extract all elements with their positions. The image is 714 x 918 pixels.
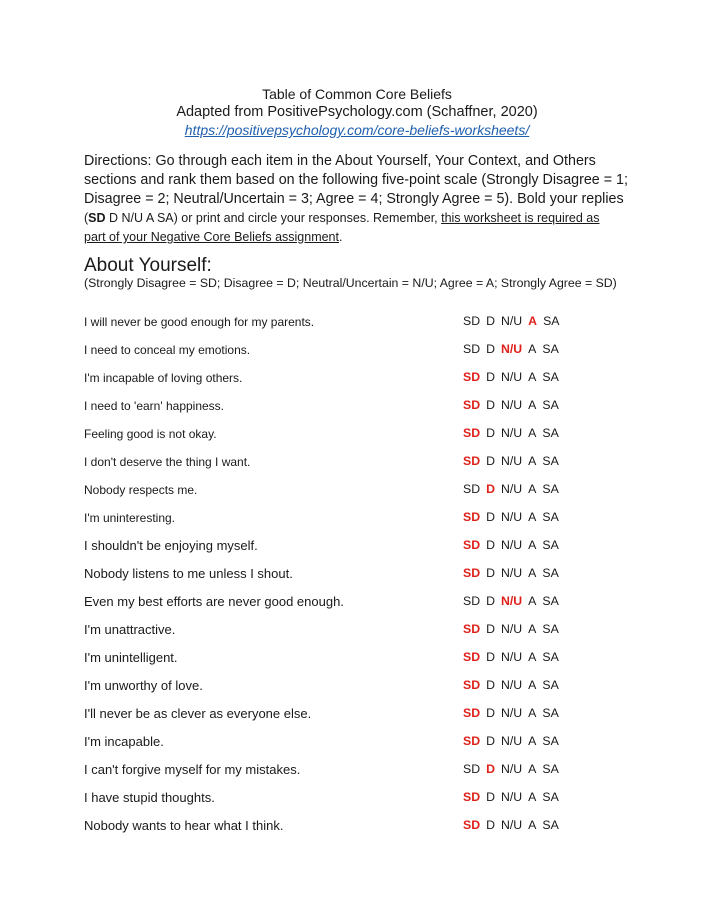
rating-option-sd[interactable]: SD xyxy=(463,566,481,580)
rating-option-nu[interactable]: N/U xyxy=(500,650,523,664)
rating-option-sa[interactable]: SA xyxy=(543,314,560,328)
example-bold-answer: SD xyxy=(88,211,106,225)
directions-paragraph xyxy=(84,152,644,247)
rating-option-sa[interactable]: SA xyxy=(542,706,559,720)
belief-row xyxy=(84,441,644,469)
rating-option-sd[interactable]: SD xyxy=(463,426,481,440)
rating-option-d[interactable]: D xyxy=(486,678,495,692)
rating-option-sa[interactable]: SA xyxy=(542,594,559,608)
directions-text: . xyxy=(339,230,343,244)
belief-row xyxy=(84,385,644,413)
belief-list xyxy=(84,301,644,833)
belief-statement: I'm incapable of loving others. xyxy=(84,371,243,385)
rating-option-sa[interactable]: SA xyxy=(542,454,559,468)
rating-option-nu[interactable]: N/U xyxy=(500,342,523,356)
requirement-note: this worksheet is required as xyxy=(441,211,600,225)
rating-option-sd[interactable]: SD xyxy=(463,398,481,412)
rating-options xyxy=(463,538,565,552)
rating-option-sd[interactable]: SD xyxy=(463,510,481,524)
rating-option-sa[interactable]: SA xyxy=(542,510,559,524)
rating-option-sd[interactable]: SD xyxy=(463,762,481,776)
belief-statement: I'm unintelligent. xyxy=(84,650,178,665)
belief-row xyxy=(84,357,644,385)
rating-option-d[interactable]: D xyxy=(486,706,495,720)
belief-statement: I have stupid thoughts. xyxy=(84,790,215,805)
rating-option-nu[interactable]: N/U xyxy=(500,314,523,328)
rating-option-sa[interactable]: SA xyxy=(542,678,559,692)
rating-options xyxy=(463,594,565,608)
paren-open: ( xyxy=(84,211,89,225)
rating-option-d[interactable]: D xyxy=(486,510,495,524)
source-attribution: Adapted from PositivePsychology.com (Schaffner, 2020) xyxy=(176,104,538,120)
rating-option-a[interactable]: A xyxy=(528,706,537,720)
rating-option-sa[interactable]: SA xyxy=(542,622,559,636)
belief-statement: I will never be good enough for my parents. xyxy=(84,315,315,329)
belief-row xyxy=(84,581,644,609)
directions-text: ) or print and circle your responses. Remember, xyxy=(173,211,442,225)
rating-option-nu[interactable]: N/U xyxy=(500,818,523,832)
rating-option-sa[interactable]: SA xyxy=(542,762,559,776)
rating-option-nu[interactable]: N/U xyxy=(500,370,523,384)
rating-option-sd[interactable]: SD xyxy=(463,706,481,720)
rating-option-sd[interactable]: SD xyxy=(463,594,481,608)
belief-statement: I'll never be as clever as everyone else. xyxy=(84,706,312,721)
rating-option-d[interactable]: D xyxy=(486,650,495,664)
rating-option-nu[interactable]: N/U xyxy=(500,538,523,552)
rating-option-sa[interactable]: SA xyxy=(542,482,559,496)
rating-options xyxy=(463,342,565,356)
rating-options xyxy=(463,734,565,748)
rating-option-sa[interactable]: SA xyxy=(542,342,559,356)
rating-option-sd[interactable]: SD xyxy=(463,622,481,636)
rating-option-d[interactable]: D xyxy=(486,454,495,468)
belief-row xyxy=(84,777,644,805)
rating-option-a[interactable]: A xyxy=(528,510,537,524)
document-title: Table of Common Core Beliefs xyxy=(262,86,452,102)
rating-options xyxy=(463,454,565,468)
rating-option-sd[interactable]: SD xyxy=(463,650,481,664)
belief-statement: Nobody respects me. xyxy=(84,483,198,497)
belief-statement: Feeling good is not okay. xyxy=(84,427,217,441)
rating-option-nu[interactable]: N/U xyxy=(500,762,523,776)
belief-row xyxy=(84,805,644,833)
rating-option-sd[interactable]: SD xyxy=(463,734,481,748)
rating-option-sa[interactable]: SA xyxy=(542,650,559,664)
rating-option-a[interactable]: A xyxy=(528,370,537,384)
belief-row xyxy=(84,609,644,637)
directions-line xyxy=(84,209,644,228)
rating-option-sa[interactable]: SA xyxy=(542,398,559,412)
rating-option-a[interactable]: A xyxy=(528,734,537,748)
belief-row xyxy=(84,637,644,665)
belief-statement: I need to 'earn' happiness. xyxy=(84,399,225,413)
belief-statement: Nobody listens to me unless I shout. xyxy=(84,566,293,581)
rating-option-sa[interactable]: SA xyxy=(542,566,559,580)
rating-option-sd[interactable]: SD xyxy=(463,454,481,468)
rating-option-sd[interactable]: SD xyxy=(463,370,481,384)
belief-row xyxy=(84,525,644,553)
rating-option-sa[interactable]: SA xyxy=(542,426,559,440)
belief-row xyxy=(84,749,644,777)
belief-row xyxy=(84,329,644,357)
rating-option-d[interactable]: D xyxy=(486,314,495,328)
rating-option-sd[interactable]: SD xyxy=(463,678,481,692)
belief-statement: Even my best efforts are never good enough. xyxy=(84,594,344,609)
rating-option-d[interactable]: D xyxy=(486,762,495,776)
rating-option-nu[interactable]: N/U xyxy=(500,734,523,748)
rating-option-a[interactable]: A xyxy=(528,790,537,804)
belief-row xyxy=(84,469,644,497)
rating-options xyxy=(463,678,565,692)
rating-option-a[interactable]: A xyxy=(528,650,537,664)
rating-option-nu[interactable]: N/U xyxy=(500,622,523,636)
rating-option-sd[interactable]: SD xyxy=(463,482,481,496)
rating-option-a[interactable]: A xyxy=(528,454,537,468)
belief-row xyxy=(84,413,644,441)
belief-statement: I can't forgive myself for my mistakes. xyxy=(84,762,301,777)
rating-option-a[interactable]: A xyxy=(528,314,538,328)
scale-legend: (Strongly Disagree = SD; Disagree = D; Neutral/Uncertain = N/U; Agree = A; Strongly Agree = SD) xyxy=(84,276,617,290)
rating-option-sd[interactable]: SD xyxy=(463,790,481,804)
rating-option-nu[interactable]: N/U xyxy=(500,594,523,608)
rating-option-nu[interactable]: N/U xyxy=(500,398,523,412)
belief-statement: I'm uninteresting. xyxy=(84,511,176,525)
directions-line: Directions: Go through each item in the About Yourself, Your Context, and Others xyxy=(84,153,596,169)
rating-option-d[interactable]: D xyxy=(486,734,495,748)
rating-option-nu[interactable]: N/U xyxy=(500,566,523,580)
rating-option-d[interactable]: D xyxy=(486,342,495,356)
belief-statement: I'm unworthy of love. xyxy=(84,678,203,693)
rating-options xyxy=(463,566,565,580)
rating-option-nu[interactable]: N/U xyxy=(500,426,523,440)
belief-statement: I need to conceal my emotions. xyxy=(84,343,251,357)
directions-line xyxy=(84,228,644,247)
rating-options xyxy=(463,790,565,804)
belief-row xyxy=(84,497,644,525)
rating-option-sa[interactable]: SA xyxy=(542,790,559,804)
directions-line: Disagree = 2; Neutral/Uncertain = 3; Agree = 4; Strongly Agree = 5). Bold your replies xyxy=(84,191,624,207)
directions-line: sections and rank them based on the following five-point scale (Strongly Disagree = 1; xyxy=(84,172,628,188)
rating-options xyxy=(463,762,565,776)
rating-option-d[interactable]: D xyxy=(486,426,495,440)
rating-option-a[interactable]: A xyxy=(528,818,537,832)
rating-options xyxy=(463,426,565,440)
rating-option-sa[interactable]: SA xyxy=(542,734,559,748)
rating-option-a[interactable]: A xyxy=(528,538,537,552)
rating-option-nu[interactable]: N/U xyxy=(500,706,523,720)
document-header xyxy=(0,85,714,139)
rating-options xyxy=(463,314,565,328)
belief-statement: I'm incapable. xyxy=(84,734,164,749)
rating-option-d[interactable]: D xyxy=(486,594,495,608)
rating-option-sa[interactable]: SA xyxy=(542,370,559,384)
belief-statement: Nobody wants to hear what I think. xyxy=(84,818,284,833)
rating-option-d[interactable]: D xyxy=(486,482,495,496)
section-title: About Yourself: xyxy=(84,255,212,276)
rating-option-d[interactable]: D xyxy=(486,538,495,552)
rating-option-a[interactable]: A xyxy=(528,482,537,496)
rating-option-a[interactable]: A xyxy=(528,342,537,356)
rating-option-a[interactable]: A xyxy=(528,426,537,440)
rating-option-sa[interactable]: SA xyxy=(542,538,559,552)
rating-option-nu[interactable]: N/U xyxy=(500,790,523,804)
rating-option-d[interactable]: D xyxy=(486,622,495,636)
rating-option-nu[interactable]: N/U xyxy=(500,678,523,692)
example-scale: D N/U A SA xyxy=(105,211,174,225)
rating-option-d[interactable]: D xyxy=(486,398,495,412)
rating-option-nu[interactable]: N/U xyxy=(500,482,523,496)
belief-row xyxy=(84,553,644,581)
source-link[interactable]: https://positivepsychology.com/core-beliefs-worksheets/ xyxy=(184,122,530,138)
belief-row xyxy=(84,721,644,749)
belief-statement: I shouldn't be enjoying myself. xyxy=(84,538,258,553)
belief-statement: I don't deserve the thing I want. xyxy=(84,455,251,469)
rating-options xyxy=(463,510,565,524)
belief-statement: I'm unattractive. xyxy=(84,622,176,637)
rating-option-sd[interactable]: SD xyxy=(463,314,481,328)
rating-option-nu[interactable]: N/U xyxy=(500,454,523,468)
rating-options xyxy=(463,370,565,384)
rating-option-d[interactable]: D xyxy=(486,818,495,832)
rating-option-a[interactable]: A xyxy=(528,622,537,636)
rating-options xyxy=(463,818,565,832)
belief-row xyxy=(84,301,644,329)
rating-option-nu[interactable]: N/U xyxy=(500,510,523,524)
requirement-note: part of your Negative Core Beliefs assignment xyxy=(84,230,339,244)
belief-row xyxy=(84,665,644,693)
rating-option-a[interactable]: A xyxy=(528,398,537,412)
rating-options xyxy=(463,650,565,664)
rating-option-sd[interactable]: SD xyxy=(463,818,481,832)
rating-option-sa[interactable]: SA xyxy=(542,818,559,832)
rating-option-a[interactable]: A xyxy=(528,762,537,776)
rating-option-d[interactable]: D xyxy=(486,566,495,580)
rating-options xyxy=(463,706,565,720)
rating-options xyxy=(463,622,565,636)
rating-option-a[interactable]: A xyxy=(528,678,537,692)
rating-option-sd[interactable]: SD xyxy=(463,342,481,356)
belief-row xyxy=(84,693,644,721)
rating-options xyxy=(463,482,565,496)
rating-option-d[interactable]: D xyxy=(486,370,495,384)
rating-option-d[interactable]: D xyxy=(486,790,495,804)
rating-options xyxy=(463,398,565,412)
rating-option-a[interactable]: A xyxy=(528,566,537,580)
rating-option-sd[interactable]: SD xyxy=(463,538,481,552)
rating-option-a[interactable]: A xyxy=(528,594,537,608)
